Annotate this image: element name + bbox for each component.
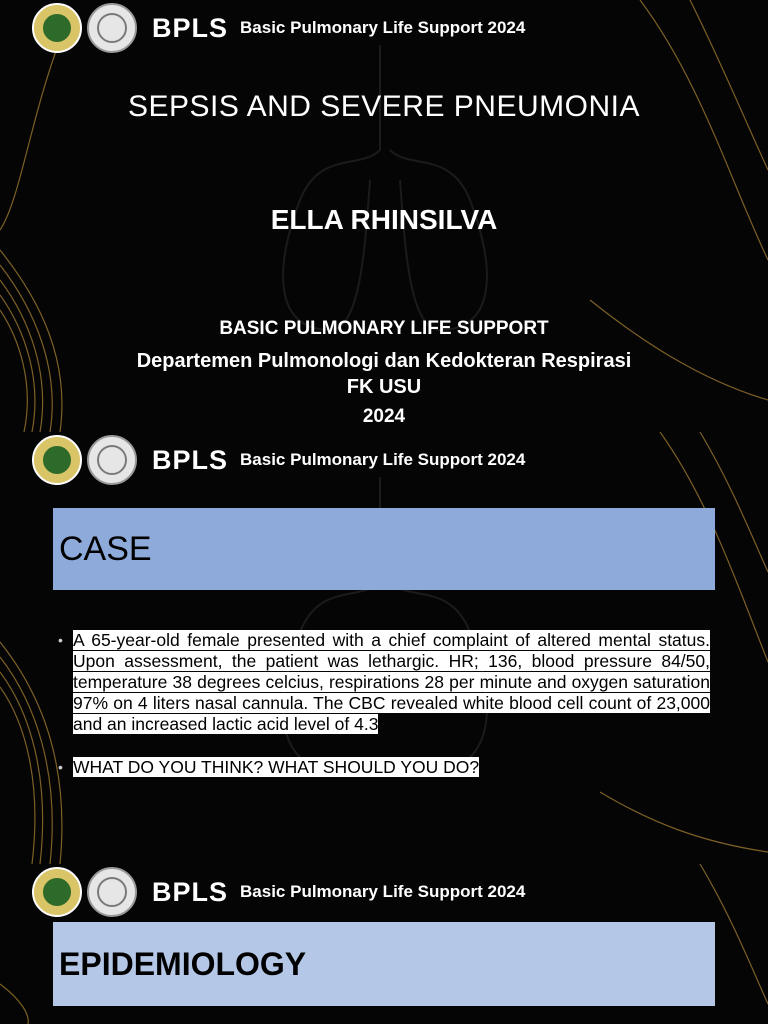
list-item	[58, 757, 710, 778]
department-name: Departemen Pulmonologi dan Kedokteran Respirasi	[136, 350, 632, 372]
list-item	[58, 630, 710, 735]
brand-subtitle: Basic Pulmonary Life Support 2024	[240, 882, 526, 901]
slide-header	[32, 0, 525, 56]
case-slide	[0, 432, 768, 864]
presentation-title: SEPSIS AND SEVERE PNEUMONIA	[128, 90, 640, 123]
brand-subtitle: Basic Pulmonary Life Support 2024	[240, 18, 526, 37]
case-heading: CASE	[53, 508, 715, 590]
case-bullet-list	[58, 630, 710, 800]
presentation-year: 2024	[362, 406, 406, 427]
brand-subtitle: Basic Pulmonary Life Support 2024	[240, 450, 526, 469]
bullet-icon: •	[58, 759, 63, 775]
pulmonology-seal-icon	[87, 3, 137, 53]
pulmonology-seal-icon	[87, 867, 137, 917]
usu-seal-icon	[32, 867, 82, 917]
case-question: WHAT DO YOU THINK? WHAT SHOULD YOU DO?	[73, 757, 480, 777]
usu-seal-icon	[32, 3, 82, 53]
brand-logo-text: BPLS	[152, 876, 229, 907]
brand-logo-text: BPLS	[152, 12, 229, 43]
slide-header	[32, 864, 525, 920]
course-name: BASIC PULMONARY LIFE SUPPORT	[219, 318, 549, 339]
bullet-icon: •	[58, 632, 63, 648]
presenter-name: ELLA RHINSILVA	[270, 204, 498, 235]
epidemiology-slide	[0, 864, 768, 1024]
pulmonology-seal-icon	[87, 435, 137, 485]
epidemiology-heading: EPIDEMIOLOGY	[53, 922, 715, 1006]
faculty-name: FK USU	[346, 376, 422, 398]
brand-logo-text: BPLS	[152, 444, 229, 475]
case-description: A 65-year-old female presented with a chief complaint of altered mental status. Upon assessment, the patient was lethargic. HR; 136, blood pressure 84/50, temperature 38 degrees celcius, respirations 28 per minute and oxygen saturation 97% on 4 liters nasal cannula. The CBC revealed white blood cell count of 23,000 and an increased lactic acid level of 4.3	[73, 630, 710, 734]
title-slide	[0, 0, 768, 432]
slide-header	[32, 432, 525, 488]
usu-seal-icon	[32, 435, 82, 485]
department-block	[0, 348, 768, 400]
